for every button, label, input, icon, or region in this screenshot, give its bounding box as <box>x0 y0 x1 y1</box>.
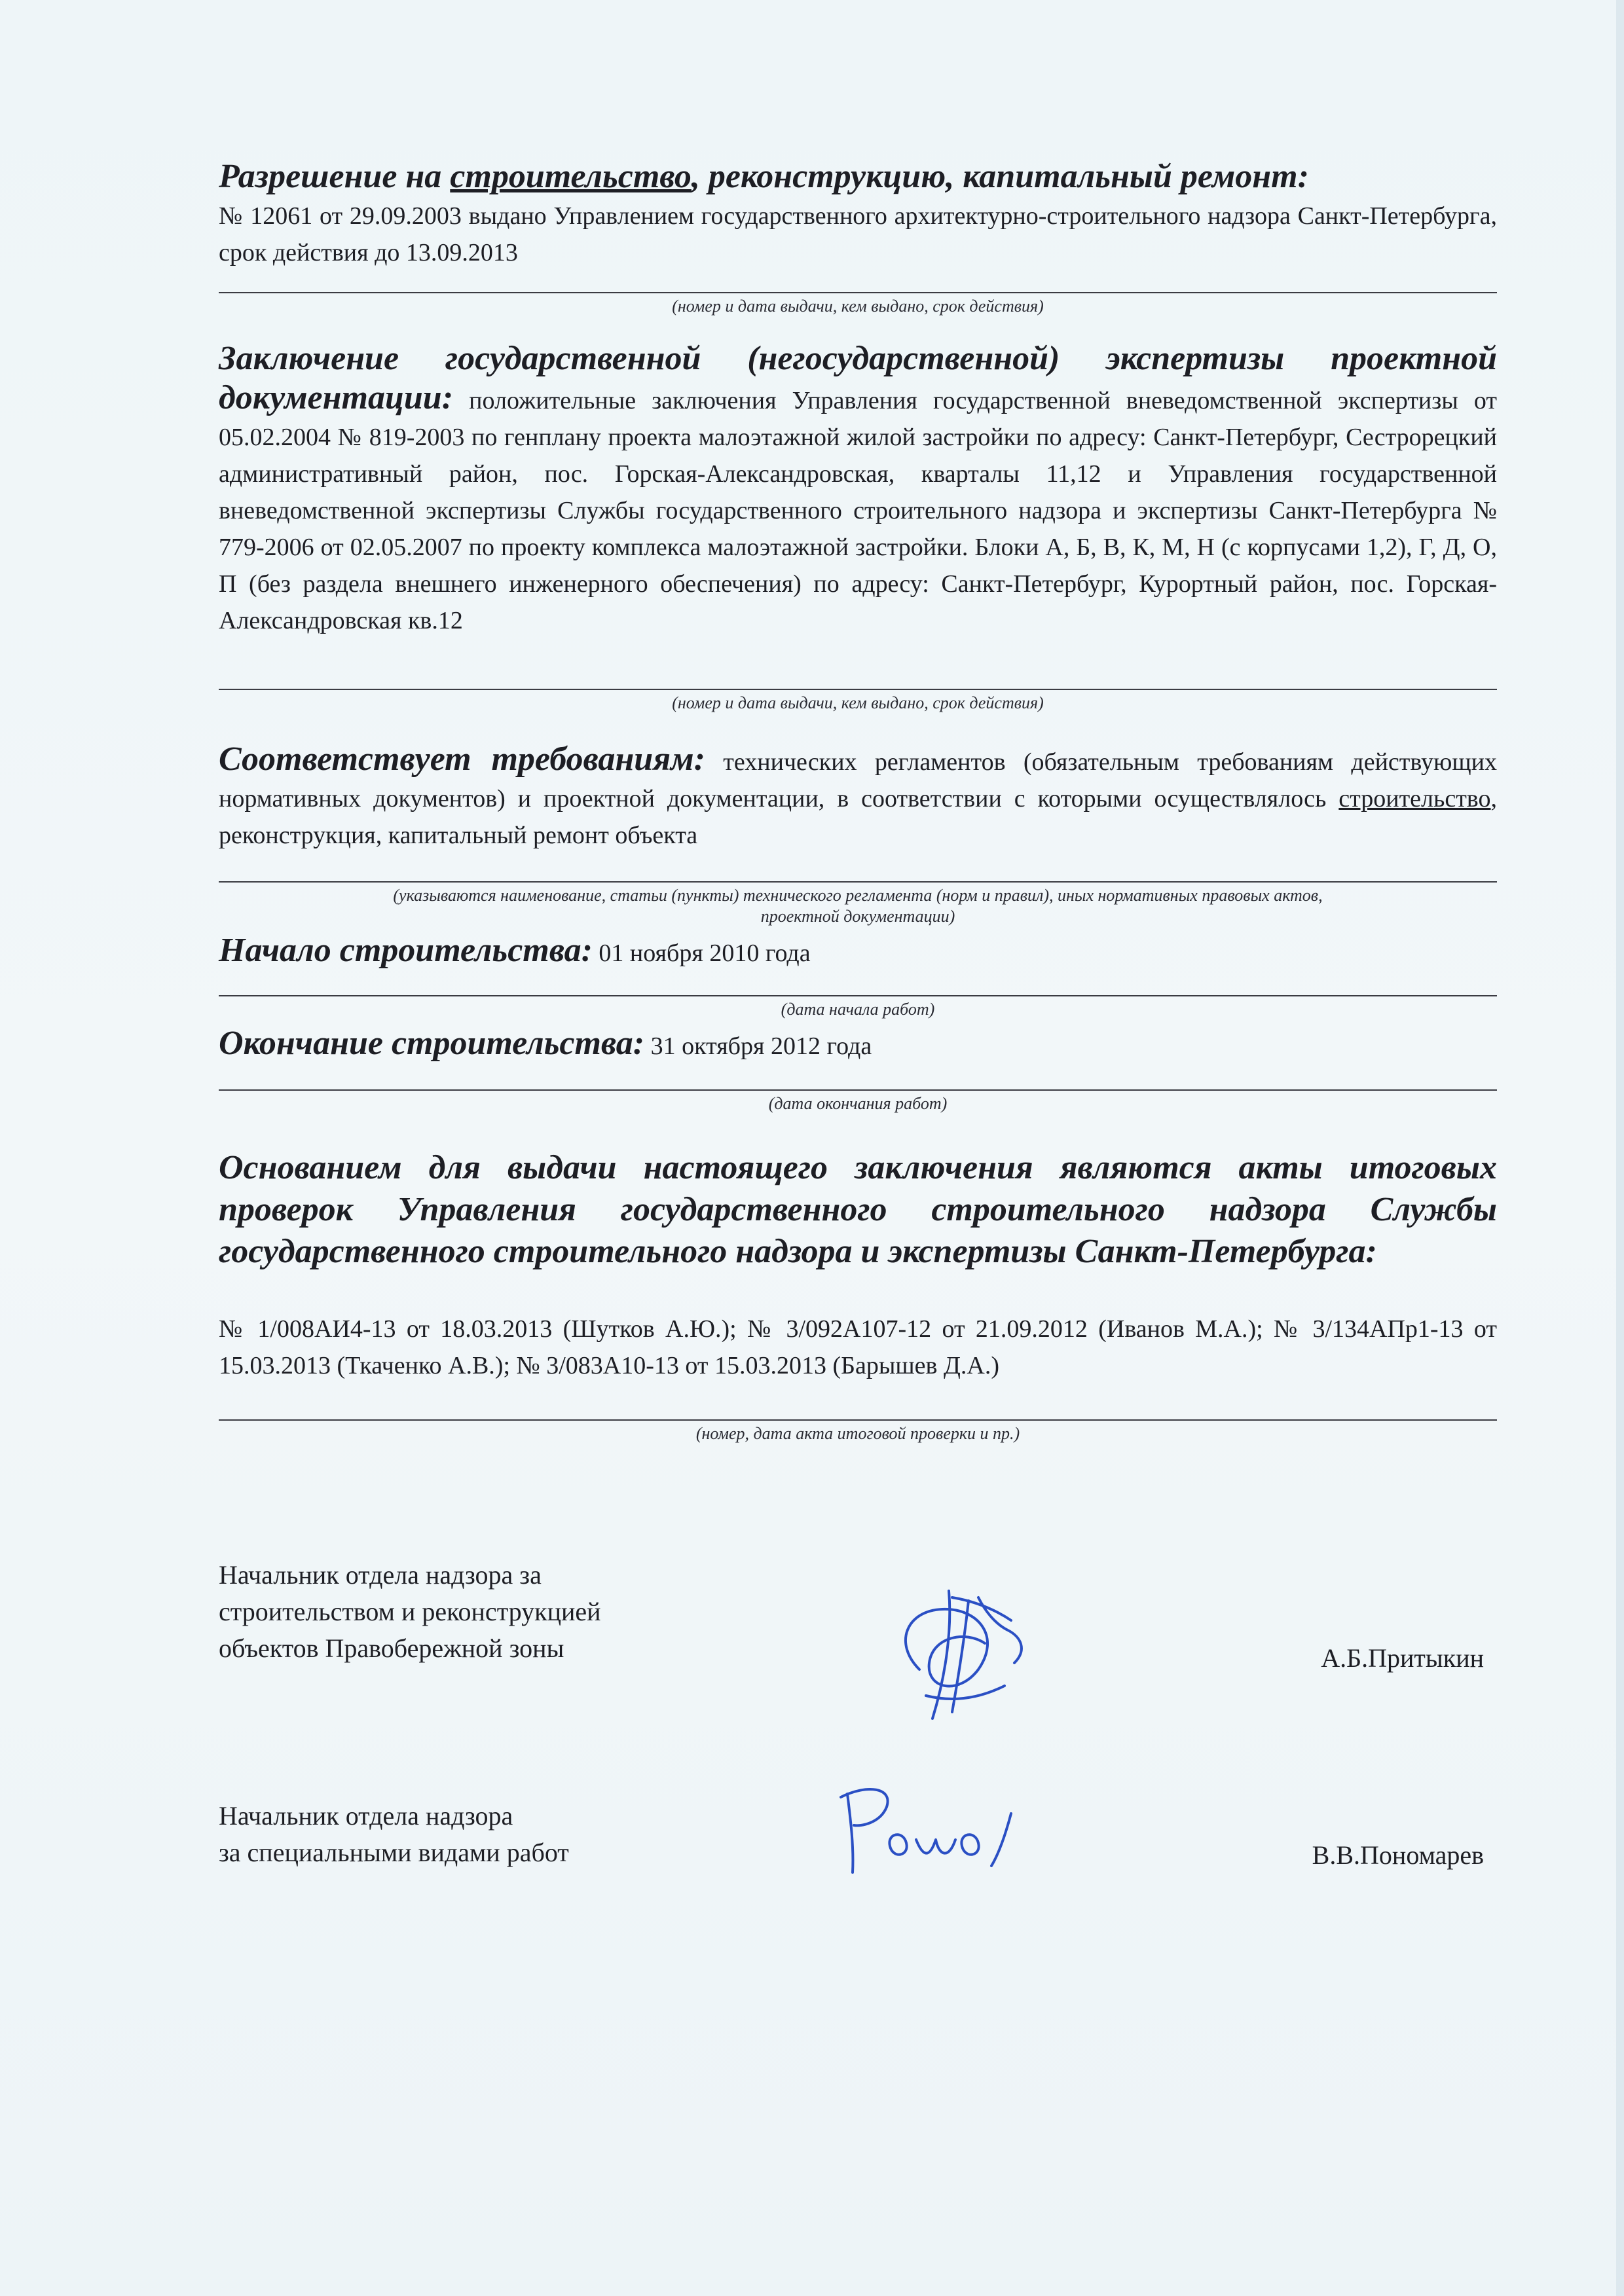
page-edge <box>1616 0 1624 2296</box>
start-rule <box>219 995 1497 996</box>
compliance-caption-1: (указываются наименование, статьи (пункты) технического регламента (норм и правил), иных нормативных правовых актов, <box>393 886 1323 905</box>
compliance-section: Соответствует требованиям: технических регламентов (обязательным требованиям действующих нормативных документов) и проектной документации, в соответствии с которыми осуществлялось строительство, реконструкция, капитальный ремонт объекта <box>219 740 1498 849</box>
signature-1-handwritten <box>880 1571 1057 1728</box>
basis-caption: (номер, дата акта итоговой проверки и пр.) <box>695 1424 1020 1443</box>
permit-text: № 12061 от 29.09.2003 выдано Управлением государственного архитектурно-строительного надзора Санкт-Петербурга, срок действия до 13.09.2013 <box>219 202 1497 266</box>
compliance-caption-2: проектной документации) <box>760 907 955 926</box>
end-section <box>219 1025 1497 1065</box>
expertise-text: положительные заключения Управления государственной вневедомственной экспертизы от 05.02.2004 № 819-2003 по генплану проекта малоэтажной жилой застройки по адресу: Санкт-Петербург, Сестрорецкий административный район, пос. Горская-Александровская, кварталы 11,12 и Управления государственной вневедомственной экспертизы Службы государственного строительного надзора и экспертизы Санкт-Петербурга № 779-2006 от 02.05.2007 по проекту комплекса малоэтажной застройки. Блоки А, Б, В, К, М, Н (с корпусами 1,2), Г, Д, О, П (без раздела внешнего инженерного обеспечения) по адресу: Санкт-Петербург, Курортный район, пос. Горская-Александровская кв.12 <box>219 387 1498 634</box>
signature-2-title: Начальник отдела надзора за специальными видами работ <box>219 1801 569 1867</box>
permit-section <box>219 156 1497 271</box>
end-heading: Окончание строительства: <box>219 1025 645 1062</box>
start-section <box>219 932 1497 972</box>
signature-1-title: Начальник отдела надзора за строительством и реконструкцией объектов Правобережной зоны <box>219 1560 601 1663</box>
end-rule <box>219 1089 1497 1091</box>
basis-text: № 1/008АИ4-13 от 18.03.2013 (Шутков А.Ю.); № 3/092А107-12 от 21.09.2012 (Иванов М.А.); № 3/134АПр1-13 от 15.03.2013 (Ткаченко А.В.); № 3/083А10-13 от 15.03.2013 (Барышев Д.А.) <box>219 1315 1497 1379</box>
permit-caption: (номер и дата выдачи, кем выдано, срок действия) <box>672 297 1044 316</box>
end-value: 31 октября 2012 года <box>650 1032 872 1060</box>
expertise-section <box>219 340 1497 639</box>
permit-heading-underlined: строительство <box>450 158 692 195</box>
signature-2-handwritten <box>828 1768 1044 1886</box>
basis-rule <box>219 1419 1497 1421</box>
permit-rule <box>219 292 1497 293</box>
basis-heading: Основанием для выдачи настоящего заключения являются акты итоговых проверок Управления государственного строительного надзора Службы государственного строительного надзора и экспертизы Санкт-Петербурга: <box>219 1149 1497 1270</box>
expertise-rule <box>219 689 1497 690</box>
end-caption: (дата окончания работ) <box>768 1094 948 1113</box>
compliance-heading: Соответствует требованиям: <box>219 740 705 778</box>
signature-1-name: А.Б.Притыкин <box>1321 1643 1484 1673</box>
start-value: 01 ноября 2010 года <box>599 939 811 967</box>
start-heading: Начало строительства: <box>219 932 593 969</box>
permit-heading: Разрешение на строительство, реконструкцию, капитальный ремонт: <box>219 158 1309 195</box>
signature-2-name: В.В.Пономарев <box>1312 1840 1484 1870</box>
expertise-heading: Заключение государственной (негосударственной) экспертизы проектной документации: <box>219 340 1497 416</box>
expertise-caption: (номер и дата выдачи, кем выдано, срок действия) <box>672 693 1044 712</box>
compliance-underlined: строительство <box>1338 785 1491 812</box>
compliance-rule <box>219 881 1497 883</box>
start-caption: (дата начала работ) <box>781 1000 935 1019</box>
